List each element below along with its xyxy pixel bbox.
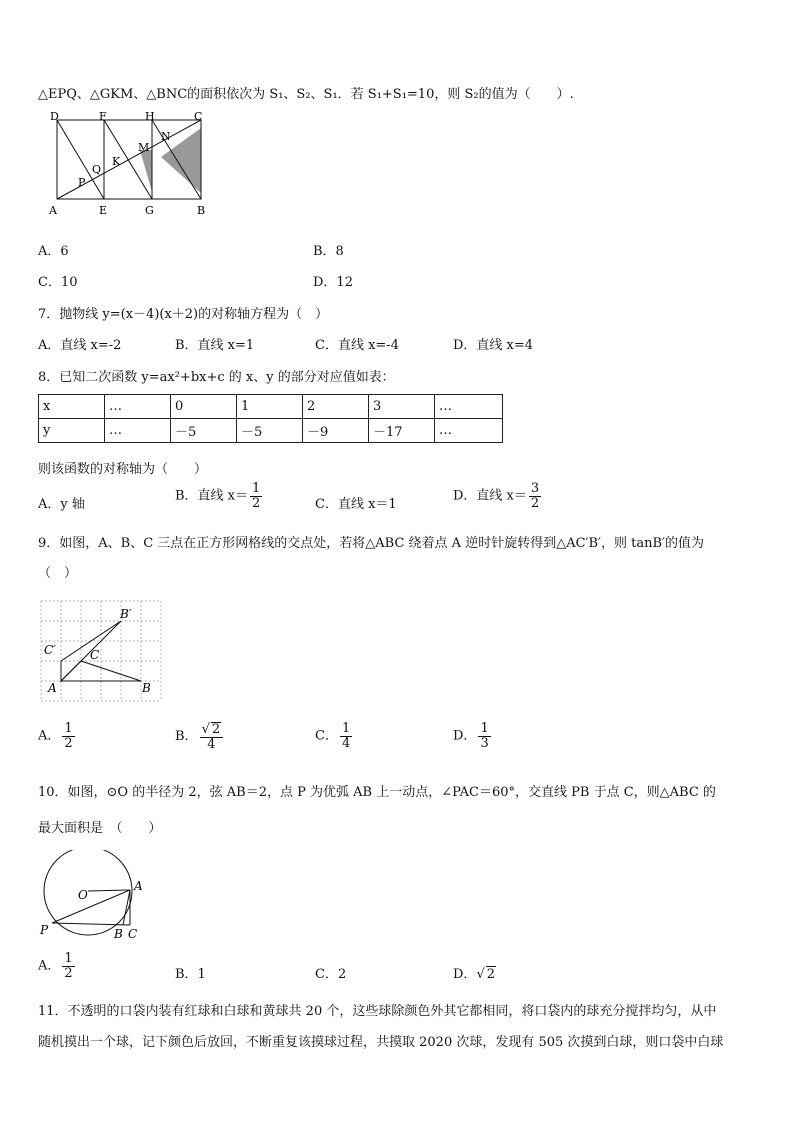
numerator: 1 [252,481,261,496]
table-cell: 3 [369,395,435,419]
q6-label-F: F [99,110,107,123]
table-cell: －5 [237,419,303,443]
q10-option-d-prefix: D． [453,967,477,982]
table-cell: y [39,419,105,443]
fraction [62,952,74,980]
q6-label-C: C [194,110,203,123]
denominator: 3 [480,735,489,751]
radicand: 2 [211,722,221,737]
table-cell: … [435,419,503,443]
q6-label-N: N [161,130,171,143]
q7-option-d: D．直线 x=4 [453,338,534,353]
fraction [200,722,224,751]
q9-label-C: C [90,648,100,662]
fraction [250,482,262,510]
table-cell: 1 [237,395,303,419]
table-cell: 2 [303,395,369,419]
q6-figure [46,110,246,220]
q10-stem-2: 最大面积是 （ ） [38,821,162,836]
table-row-y [39,419,503,443]
q8-option-b-prefix: B．直线 x＝ [175,488,249,504]
q6-label-K: K [112,155,121,168]
q6-label-P: P [78,176,86,189]
q9-label-C-prime: C′ [44,643,56,657]
q9-label-B: B [142,681,151,695]
fraction [529,482,541,510]
q10-label-A: A [134,879,143,893]
q10-label-B: B [114,927,123,941]
q8-value-table [38,394,503,443]
q8-option-d-prefix: D．直线 x＝ [453,488,527,504]
q6-label-D: D [50,110,59,123]
numerator: 3 [530,481,540,496]
table-cell: x [39,395,105,419]
q9-option-b [175,722,225,751]
q7-option-a: A．直线 x=-2 [38,338,122,353]
numerator: √ 2 [200,722,224,738]
q7-option-c: C．直线 x=-4 [315,338,399,353]
q8-ask: 则该函数的对称轴为（ ） [38,462,208,477]
q9-label-B-prime: B′ [120,607,132,621]
table-row-x [39,395,503,419]
q6-label-E: E [99,204,108,217]
fraction [340,722,352,750]
q7-option-b: B．直线 x=1 [175,338,255,353]
numerator: 1 [341,721,351,736]
fraction [62,722,74,750]
numerator: 1 [480,721,489,736]
table-cell: … [435,395,503,419]
q10-option-a-prefix: A． [38,958,61,974]
fraction [478,722,490,750]
table-cell: … [105,395,171,419]
q7-stem: 7．抛物线 y=(x－4)(x＋2)的对称轴方程为（ ） [38,307,329,322]
denominator: 4 [207,736,216,752]
table-cell: －5 [171,419,237,443]
q9-option-d-prefix: D． [453,728,477,744]
q6-label-G: G [145,204,154,217]
q6-stem: △EPQ、△GKM、△BNC的面积依次为 S₁、S₂、S₁．若 S₁+S₁=10，则 S₂的值为（ ）. [38,87,574,102]
table-cell: －9 [303,419,369,443]
q8-option-d [453,482,543,510]
denominator: 4 [341,735,351,751]
q10-option-a [38,952,77,980]
numerator: 1 [64,951,73,966]
table-cell: 0 [171,395,237,419]
q8-option-a: A．y 轴 [38,497,85,512]
q10-label-P: P [40,923,49,937]
q10-label-O: O [78,888,88,902]
q6-label-B: B [197,204,206,217]
q9-stem: 9．如图，A、B、C 三点在正方形网格线的交点处，若将△ABC 绕着点 A 逆时针旋转得到△AC′B′，则 tanB′的值为 [38,536,704,551]
q6-label-H: H [145,110,155,123]
q9-option-a [38,722,77,750]
q6-option-d: D．12 [313,275,353,290]
table-cell: －17 [369,419,435,443]
denominator: 2 [530,495,540,511]
q9-option-c-prefix: C． [315,728,338,744]
q9-option-c [315,722,354,750]
q10-stem: 10．如图，⊙O 的半径为 2，弦 AB＝2，点 P 为优弧 AB 上一动点，∠PAC＝60°，交直线 PB 于点 C，则△ABC 的 [38,785,716,800]
q6-option-a: A．6 [38,244,69,259]
q9-grid-figure [38,598,168,708]
q6-option-b: B．8 [313,244,344,259]
q6-option-c: C．10 [38,275,78,290]
q6-label-M: M [138,141,150,154]
table-cell: … [105,419,171,443]
q10-option-c: C．2 [315,967,347,982]
q6-label-A: A [49,204,57,217]
denominator: 2 [64,735,73,751]
q9-stem-2: （ ） [38,566,78,581]
q6-label-Q: Q [92,163,102,176]
q9-option-d [453,722,493,750]
q10-label-C: C [128,927,138,941]
denominator: 2 [64,965,73,981]
denominator: 2 [252,495,261,511]
q8-option-c: C．直线 x＝1 [315,497,397,512]
q9-option-a-prefix: A． [38,728,61,744]
q11-line-2: 随机摸出一个球，记下颜色后放回，不断重复该摸球过程，共摸取 2020 次球，发现有 505 次摸到白球，则口袋中白球 [38,1035,724,1050]
q10-option-b: B．1 [175,967,206,982]
q9-label-A: A [48,681,57,695]
radicand: 2 [486,967,496,982]
numerator: 1 [64,721,73,736]
q11-line-1: 11．不透明的口袋内装有红球和白球和黄球共 20 个，这些球除颜色外其它都相同，将口袋内的球充分搅拌均匀，从中 [38,1004,717,1019]
q9-option-b-prefix: B． [175,729,198,745]
q10-circle-figure [38,850,158,950]
q8-stem: 8．已知二次函数 y=ax²+bx+c 的 x、y 的部分对应值如表： [38,370,395,385]
q10-option-d: D．√ 2 [453,967,496,982]
q8-option-b [175,482,264,510]
